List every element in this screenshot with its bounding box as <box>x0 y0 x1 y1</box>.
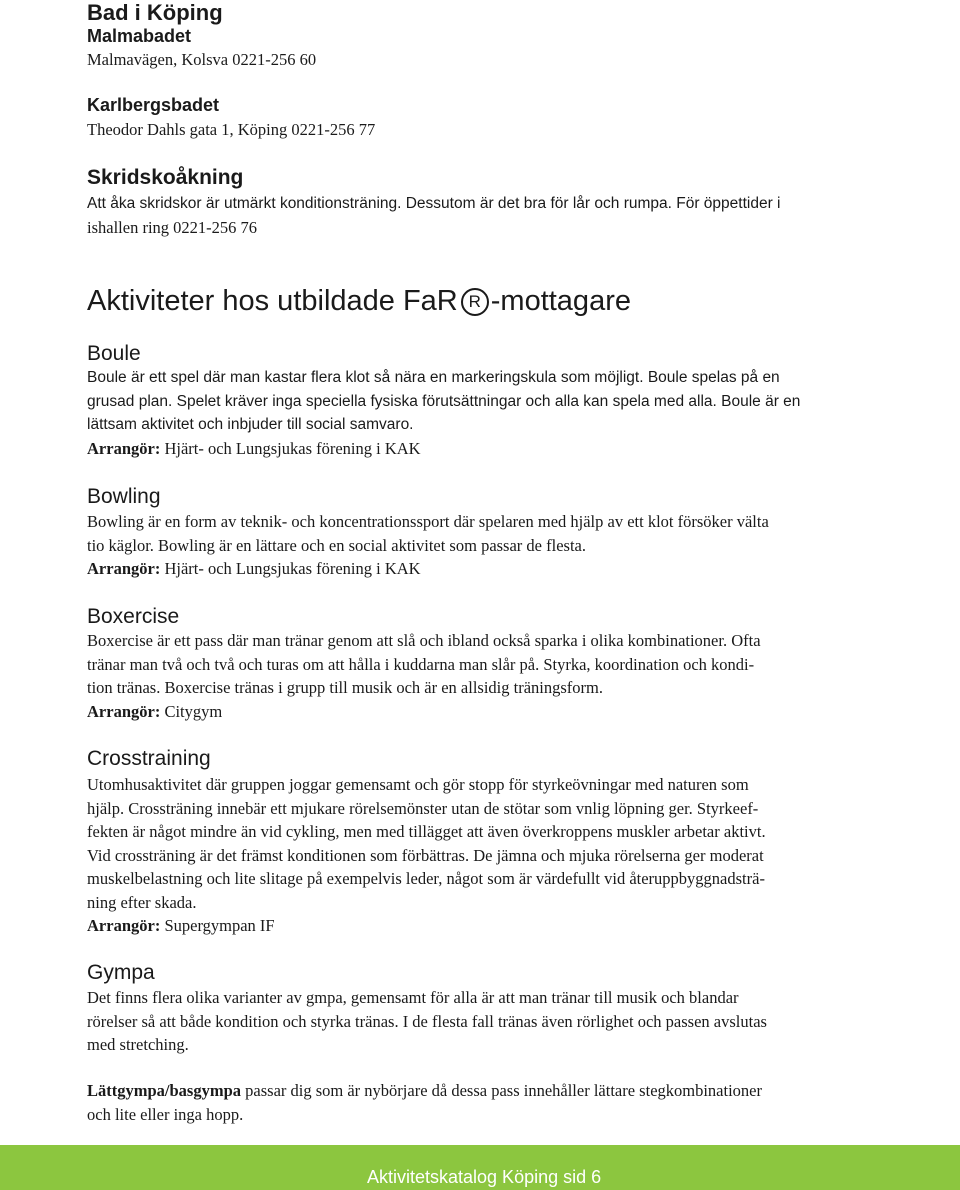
text-line: muskelbelastning och lite slitage på exempelvis leder, något som är värdefullt vid återuppbyggnadsträ- <box>87 869 765 888</box>
text-line: lättsam aktivitet och inbjuder till social samvaro. <box>87 416 414 433</box>
bowling-text <box>87 510 882 581</box>
text-line: Vid crossträning är det främst konditionen som förbättras. De jämna och mjuka rörelserna ger moderat <box>87 845 764 865</box>
text-line: Boxercise är ett pass där man tränar genom att slå och ibland också sparka i olika kombinationer. Ofta <box>87 631 761 650</box>
heading-skridskoakning: Skridskoåkning <box>87 166 244 189</box>
heading-malmabadet: Malmabadet <box>87 26 192 46</box>
heading-bowling: Bowling <box>87 485 161 508</box>
text-line: tränar man två och två och turas om att hålla i kuddarna man slår på. Styrka, koordination och kondi- <box>87 654 755 674</box>
gympa-text <box>87 986 882 1057</box>
text-line: hjälp. Crossträning innebär ett mjukare rörelsemönster utan de stötar som vnlig löpning ger. Styrkeef- <box>87 798 759 818</box>
organizer-value: Citygym <box>164 701 223 721</box>
organizer-label: Arrangör: <box>87 916 161 935</box>
heading-boxercise: Boxercise <box>87 605 180 628</box>
organizer-label: Arrangör: <box>87 438 161 458</box>
page-footer <box>0 1145 960 1190</box>
text-line <box>87 1079 882 1103</box>
lattgympa-rest: passar dig som är nybörjare då dessa pass innehåller lättare stegkombinationer <box>241 1081 762 1100</box>
heading-boule: Boule <box>87 342 141 365</box>
boule-text <box>87 366 882 460</box>
text-line: ning efter skada. <box>87 892 197 912</box>
lattgympa-label: Lättgympa/basgympa <box>87 1081 242 1100</box>
heading-bad-i-koping: Bad i Köping <box>87 0 223 25</box>
heading-gympa: Gympa <box>87 961 155 984</box>
text-line: rörelser så att både kondition och styrka tränas. I de flesta fall tränas även rörlighet och passen avslutas <box>87 1011 767 1031</box>
organizer-value: Hjärt- och Lungsjukas förening i KAK <box>164 559 421 578</box>
karlbergsbadet-address: Theodor Dahls gata 1, Köping 0221-256 77 <box>87 120 376 139</box>
organizer-line <box>87 700 882 724</box>
text-line: fekten är något mindre än vid cykling, men med tillägget att även överkroppens muskler arbetar aktivt. <box>87 822 766 841</box>
registered-mark-icon: R <box>461 288 489 316</box>
boxercise-text <box>87 629 882 723</box>
text-line: Utomhusaktivitet där gruppen joggar gemensamt och gör stopp för styrkeövningar med naturen som <box>87 775 749 794</box>
heading-crosstraining: Crosstraining <box>87 747 211 770</box>
organizer-line <box>87 437 882 461</box>
text-line: med stretching. <box>87 1035 189 1054</box>
crosstraining-text <box>87 773 882 938</box>
text-line: Det finns flera olika varianter av gmpa, gemensamt för alla är att man tränar till musik och blandar <box>87 988 739 1007</box>
text-line: Bowling är en form av teknik- och koncentrationssport där spelaren med hjälp av ett klot försöker välta <box>87 512 769 531</box>
text-line: och lite eller inga hopp. <box>87 1104 244 1124</box>
lattgympa-text <box>87 1079 882 1126</box>
text-line: Boule är ett spel där man kastar flera klot så nära en markeringskula som möjligt. Boule spelas på en <box>87 369 780 386</box>
organizer-line <box>87 557 882 581</box>
organizer-line <box>87 914 882 938</box>
text-line: Att åka skridskor är utmärkt konditionsträning. Dessutom är det bra för lår och rumpa. För öppettider i <box>87 195 781 212</box>
footer-page-label: Aktivitetskatalog Köping sid 6 <box>367 1167 602 1187</box>
far-title-before: Aktiviteter hos utbildade FaR <box>87 285 458 317</box>
heading-karlbergsbadet: Karlbergsbadet <box>87 95 220 115</box>
text-line: ishallen ring 0221-256 76 <box>87 217 258 237</box>
heading-far-aktiviteter <box>87 283 882 319</box>
organizer-value: Hjärt- och Lungsjukas förening i KAK <box>164 438 421 458</box>
organizer-value: Supergympan IF <box>164 916 275 935</box>
text-line: grusad plan. Spelet kräver inga speciella fysiska förutsättningar och alla kan spela med alla. Boule är en <box>87 392 801 410</box>
text-line: tion tränas. Boxercise tränas i grupp till musik och är en allsidig träningsform. <box>87 678 603 697</box>
far-title-after: -mottagare <box>490 285 631 317</box>
organizer-label: Arrangör: <box>87 559 161 578</box>
organizer-label: Arrangör: <box>87 701 161 721</box>
malmabadet-address: Malmavägen, Kolsva 0221-256 60 <box>87 50 317 69</box>
skridskoakning-text <box>87 192 882 239</box>
text-line: tio käglor. Bowling är en lättare och en social aktivitet som passar de flesta. <box>87 535 586 555</box>
